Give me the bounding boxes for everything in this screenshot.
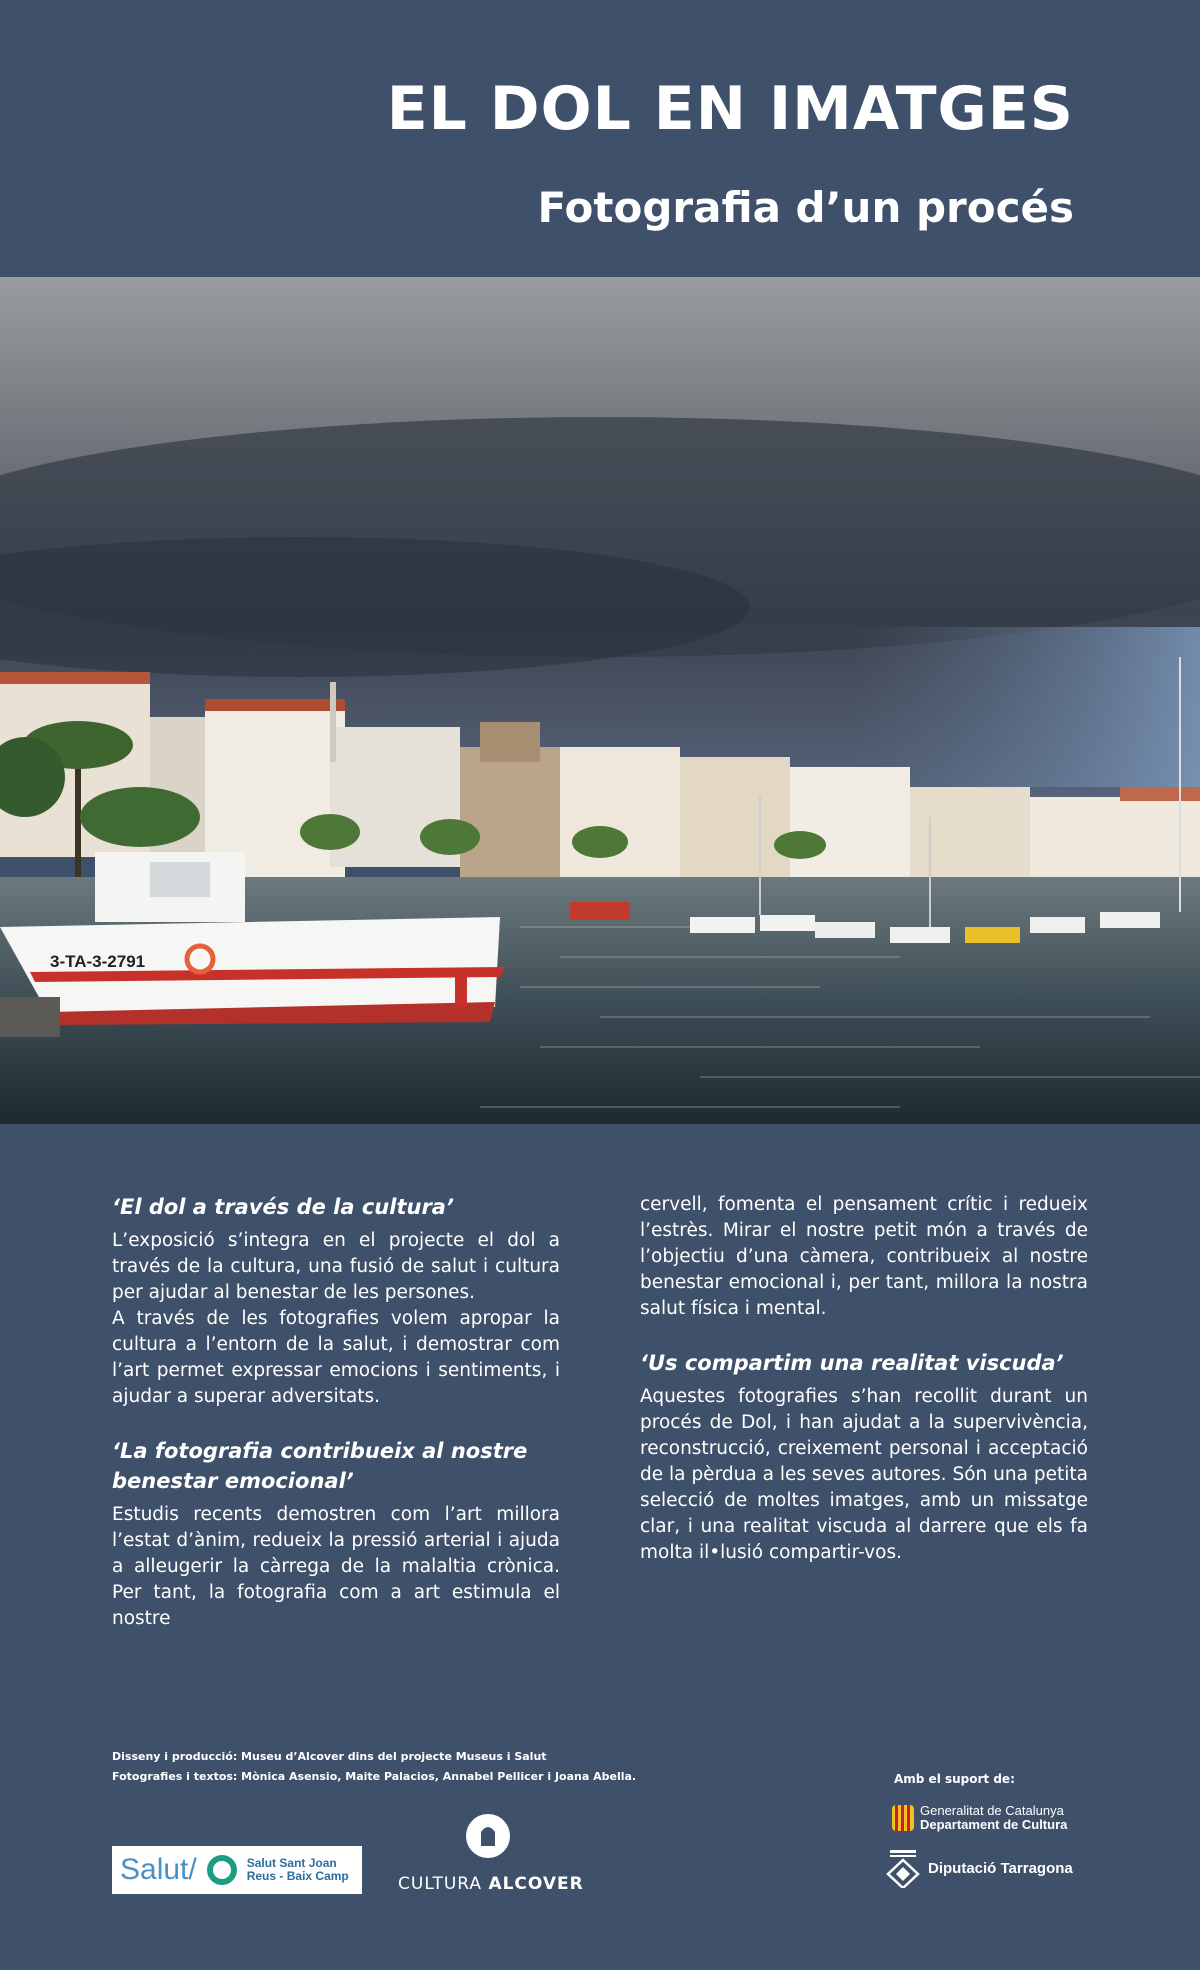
page-title: EL DOL EN IMATGES [386,74,1074,144]
diputacio-emblem-icon [886,1848,920,1888]
text-column-left [112,1192,560,1632]
credits [112,1747,636,1787]
diputacio-name: Diputació Tarragona [928,1859,1073,1877]
cultura-alcover-logo [398,1812,584,1894]
support-label: Amb el suport de: [894,1772,1015,1786]
section-heading: ‘La fotografia contribueix al nostre benestar emocional’ [112,1439,528,1493]
salut-circle-icon [207,1855,237,1885]
credit-line: Fotografies i textos: Mònica Asensio, Maite Palacios, Annabel Pellicer i Joana Abella. [112,1770,637,1783]
clear-sky-patch [850,627,1200,787]
body-paragraph: A través de les fotografies volem apropar la cultura a l’entorn de la salut, i demostrar com l’art permet expressar emocions i sentiments, i ajudar a superar adversitats. [112,1308,560,1407]
senyera-icon [892,1805,914,1831]
body-paragraph: L’exposició s’integra en el projecte el dol a través de la cultura, una fusió de salut i cultura per ajudar al benestar de les persones. [112,1230,560,1303]
section-heading: ‘El dol a través de la cultura’ [112,1195,454,1219]
generalitat-name: Generalitat de Catalunya [920,1803,1064,1818]
boat-registration: 3-TA-3-2791 [50,952,146,971]
salut-name: Salut Sant Joan Reus - Baix Camp [246,1856,349,1883]
departament-name: Departament de Cultura [920,1817,1068,1832]
credit-line: Disseny i producció: Museu d’Alcover dins del projecte Museus i Salut [112,1750,547,1763]
body-paragraph: Estudis recents demostren com l’art millora l’estat d’ànim, redueix la pressió arterial i ajuda a alleugerir la càrrega de la malaltia crònica. Per tant, la fotografia com a art estimula el nostre [112,1504,560,1629]
body-paragraph: Aquestes fotografies s’han recollit durant un procés de Dol, i han ajudat a la supervivència, reconstrucció, creixement personal i acceptació de la pèrdua a les seves autores. Són una petita selecció de moltes imatges, amb un missatge clar, i una realitat viscuda al darrere que els fa molta il•lusió compartir-vos. [640,1386,1088,1563]
harbor-photo [0,277,1200,1124]
pier [0,997,60,1037]
text-column-right [640,1192,1088,1566]
body-paragraph: cervell, fomenta el pensament crític i redueix l’estrès. Mirar el nostre petit món a través de l’objectiu d’una càmera, contribueix al nostre benestar emocional i, per tant, millora la nostra salut física i mental. [640,1194,1088,1319]
harbor-photo-illustration [0,277,1200,1124]
generalitat-logo [892,1804,1067,1832]
header-banner [0,0,1200,277]
section-heading: ‘Us compartim una realitat viscuda’ [640,1351,1064,1375]
alcover-wordmark: CULTURA ALCOVER [398,1874,584,1894]
page-subtitle: Fotografia d’un procés [537,183,1074,232]
alcover-arch-icon [464,1812,512,1860]
diputacio-logo [886,1848,1073,1888]
salut-wordmark: Salut/ [120,1853,197,1886]
salut-sant-joan-logo [112,1846,362,1894]
